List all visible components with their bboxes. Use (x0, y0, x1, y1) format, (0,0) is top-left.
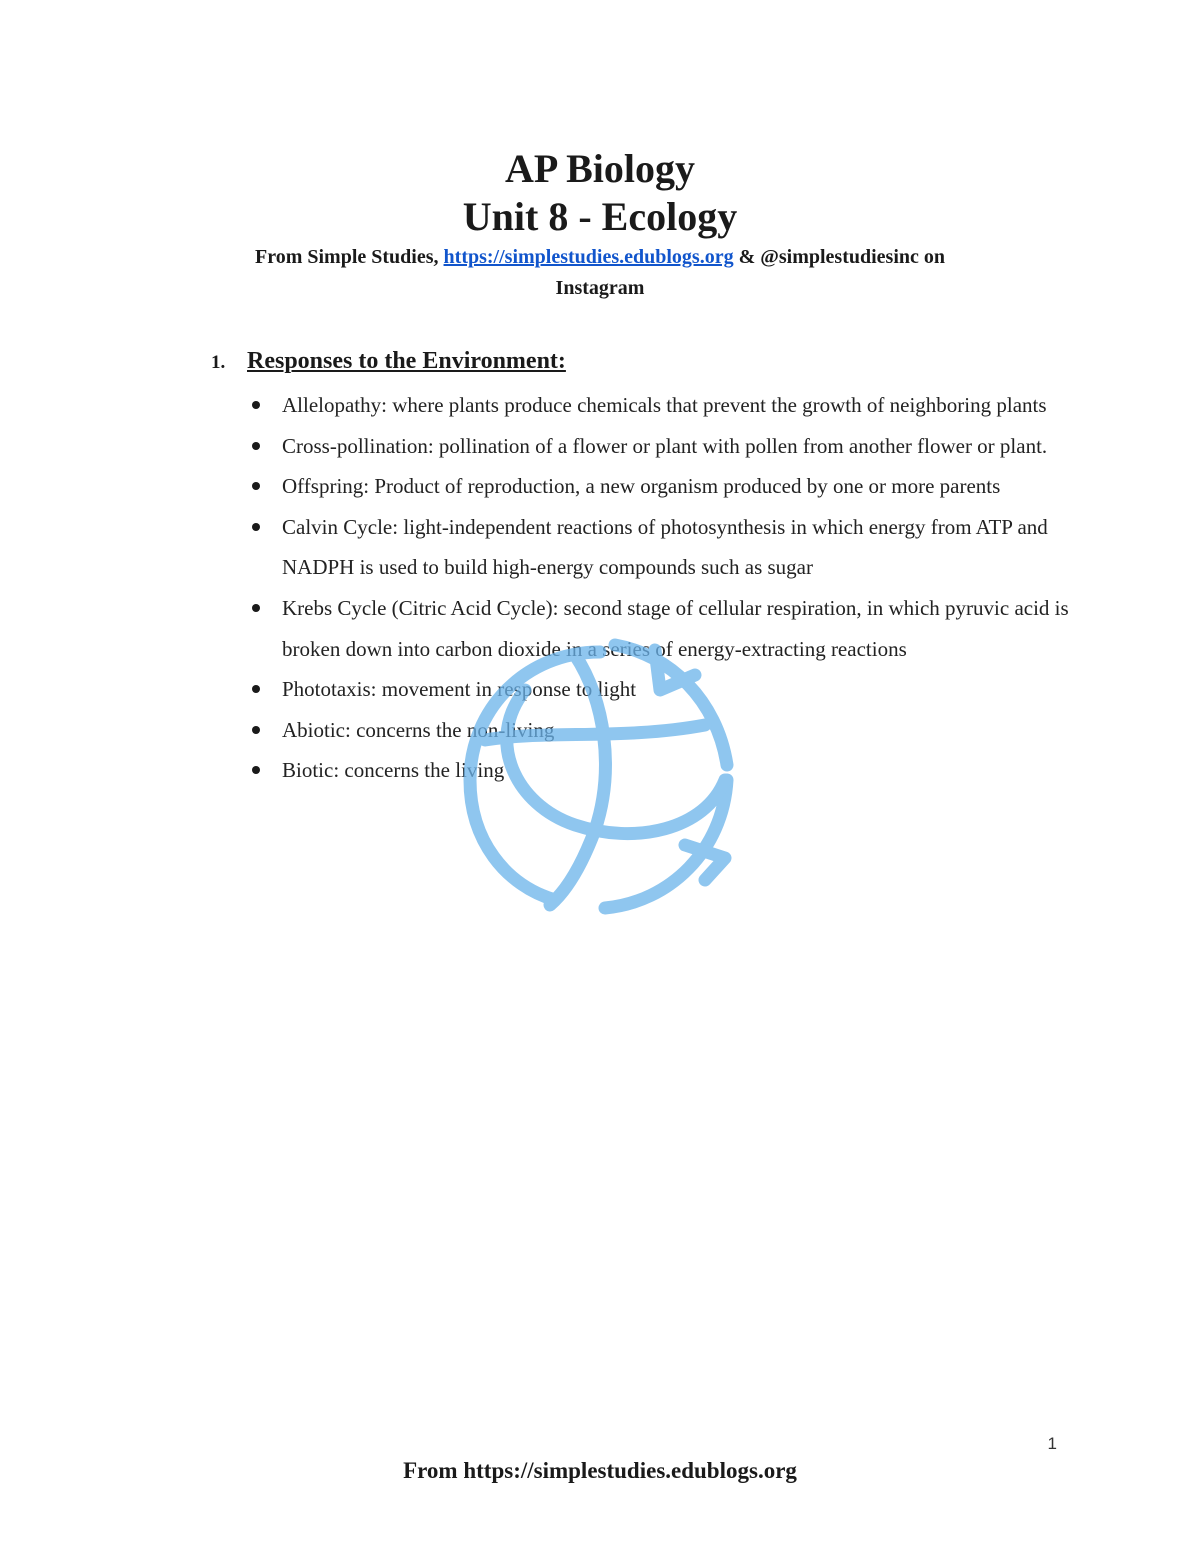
bullet-icon (252, 482, 260, 490)
list-item (248, 385, 1078, 426)
section-heading (211, 344, 1111, 380)
source-prefix: From Simple Studies, (254, 246, 444, 268)
list-item (248, 710, 1078, 751)
list-item (248, 507, 1078, 588)
list-item-text: Phototaxis: movement in response to light (282, 677, 637, 702)
bullet-icon (252, 604, 260, 612)
definitions-list (248, 385, 1078, 791)
section-number: 1. (211, 352, 226, 373)
list-item-text: Krebs Cycle (Citric Acid Cycle): second stage of cellular respiration, in which pyruvic acid is broken down into carbon dioxide in a series of energy-extracting reactions (282, 595, 1069, 661)
bullet-icon (252, 523, 260, 531)
list-item-text: Allelopathy: where plants produce chemicals that prevent the growth of neighboring plants (282, 393, 1047, 417)
source-link[interactable]: https://simplestudies.edublogs.org (443, 246, 734, 268)
list-item (248, 588, 1078, 669)
document-title: AP Biology (504, 146, 696, 191)
page-number: 1 (1047, 1434, 1057, 1453)
bullet-icon (252, 766, 260, 774)
list-item-text: Cross-pollination: pollination of a flower or plant with pollen from another flower or plant. (282, 433, 1048, 458)
list-item-text: Abiotic: concerns the non-living (282, 717, 555, 742)
list-item (248, 426, 1078, 467)
bullet-icon (252, 442, 260, 450)
list-item-text: Biotic: concerns the living (282, 758, 505, 783)
source-suffix: & @simplestudiesinc on (733, 246, 945, 268)
bullet-icon (252, 685, 260, 693)
list-item (248, 669, 1078, 710)
section-title: Responses to the Environment: (247, 348, 566, 374)
list-item (248, 750, 1078, 791)
bullet-icon (252, 401, 260, 409)
bullet-icon (252, 726, 260, 734)
list-item (248, 466, 1078, 507)
source-suffix-line2: Instagram (555, 277, 645, 299)
list-item-text: Calvin Cycle: light-independent reactions of photosynthesis in which energy from ATP and NADPH is used to build high-energy compounds such as sugar (282, 514, 1048, 580)
list-item-text: Offspring: Product of reproduction, a new organism produced by one or more parents (282, 474, 1001, 499)
footer-text: From https://simplestudies.edublogs.org (403, 1458, 797, 1483)
document-subtitle: Unit 8 - Ecology (462, 194, 738, 239)
source-line (150, 242, 1050, 304)
